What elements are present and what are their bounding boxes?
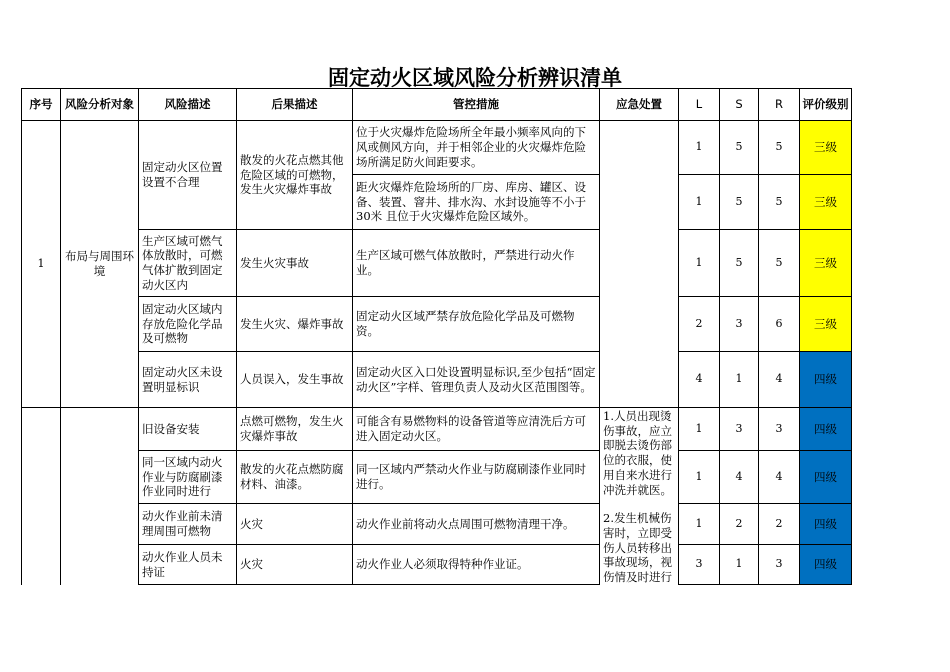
risk-description: 旧设备安装 bbox=[139, 408, 237, 451]
emergency-response bbox=[600, 408, 679, 615]
header-risk: 风险描述 bbox=[139, 89, 237, 121]
header-level: 评价级别 bbox=[800, 89, 852, 121]
r-value: 2 bbox=[759, 504, 800, 545]
l-value: 1 bbox=[679, 230, 720, 297]
table-row bbox=[22, 230, 852, 297]
control-measure: 位于火灾爆炸危险场所全年最小频率风向的下风或侧风方向，并于相邻企业的火灾爆炸危险场所满足防火间距要求。 bbox=[353, 121, 600, 175]
l-value: 1 bbox=[679, 121, 720, 175]
header-consequence: 后果描述 bbox=[237, 89, 353, 121]
risk-object bbox=[61, 408, 139, 615]
table-row bbox=[22, 121, 852, 175]
s-value: 3 bbox=[720, 297, 759, 352]
level-badge: 四级 bbox=[800, 504, 852, 545]
r-value: 4 bbox=[759, 352, 800, 408]
header-s: S bbox=[720, 89, 759, 121]
risk-description: 固定动火区位置设置不合理 bbox=[139, 121, 237, 230]
l-value: 2 bbox=[679, 297, 720, 352]
risk-object: 布局与周围环境 bbox=[61, 121, 139, 408]
s-value: 1 bbox=[720, 352, 759, 408]
header-row bbox=[22, 89, 852, 121]
level-badge: 四级 bbox=[800, 408, 852, 451]
r-value: 5 bbox=[759, 121, 800, 175]
s-value: 5 bbox=[720, 175, 759, 230]
level-badge: 三级 bbox=[800, 121, 852, 175]
header-measures: 管控措施 bbox=[353, 89, 600, 121]
consequence-description: 发生火灾、爆炸事故 bbox=[237, 297, 353, 352]
risk-table bbox=[21, 88, 852, 615]
control-measure: 同一区域内严禁动火作业与防腐刷漆作业同时进行。 bbox=[353, 451, 600, 504]
s-value: 5 bbox=[720, 230, 759, 297]
control-measure: 固定动火区入口处设置明显标识,至少包括“固定动火区”字样、管理负责人及动火区范围图等。 bbox=[353, 352, 600, 408]
r-value: 4 bbox=[759, 451, 800, 504]
level-badge: 四级 bbox=[800, 545, 852, 585]
risk-description: 固定动火区未设置明显标识 bbox=[139, 352, 237, 408]
table-row bbox=[22, 408, 852, 451]
control-measure: 动火作业前将动火点周围可燃物清理干净。 bbox=[353, 504, 600, 545]
emergency-cell bbox=[600, 121, 679, 408]
control-measure: 可能含有易燃物料的设备管道等应清洗后方可进入固定动火区。 bbox=[353, 408, 600, 451]
s-value: 4 bbox=[720, 451, 759, 504]
level-badge: 三级 bbox=[800, 230, 852, 297]
risk-description: 同一区域内动火作业与防腐刷漆作业同时进行 bbox=[139, 451, 237, 504]
row-number bbox=[22, 408, 61, 615]
level-badge: 四级 bbox=[800, 451, 852, 504]
risk-description: 动火作业前未清理周围可燃物 bbox=[139, 504, 237, 545]
level-badge: 三级 bbox=[800, 175, 852, 230]
level-badge: 三级 bbox=[800, 297, 852, 352]
l-value: 1 bbox=[679, 504, 720, 545]
table-row bbox=[22, 545, 852, 585]
r-value: 5 bbox=[759, 175, 800, 230]
header-r: R bbox=[759, 89, 800, 121]
r-value: 3 bbox=[759, 545, 800, 585]
consequence-description: 火灾 bbox=[237, 545, 353, 585]
consequence-description: 散发的火花点燃防腐材料、油漆。 bbox=[237, 451, 353, 504]
control-measure: 动火作业人必须取得特种作业证。 bbox=[353, 545, 600, 585]
page-cutoff bbox=[0, 585, 950, 672]
r-value: 3 bbox=[759, 408, 800, 451]
s-value: 5 bbox=[720, 121, 759, 175]
control-measure: 距火灾爆炸危险场所的厂房、库房、罐区、设备、装置、窨井、排水沟、水封设施等不小于30米 且位于火灾爆炸危险区域外。 bbox=[353, 175, 600, 230]
r-value: 5 bbox=[759, 230, 800, 297]
table-row bbox=[22, 504, 852, 545]
risk-description: 固定动火区域内存放危险化学品及可燃物 bbox=[139, 297, 237, 352]
header-no: 序号 bbox=[22, 89, 61, 121]
header-l: L bbox=[679, 89, 720, 121]
table-row bbox=[22, 352, 852, 408]
consequence-description: 人员误入，发生事故 bbox=[237, 352, 353, 408]
s-value: 3 bbox=[720, 408, 759, 451]
header-object: 风险分析对象 bbox=[61, 89, 139, 121]
l-value: 1 bbox=[679, 175, 720, 230]
level-badge: 四级 bbox=[800, 352, 852, 408]
emergency-step-2: 2.发生机械伤害时，立即受伤人员转移出事故现场，视伤情及时进行 bbox=[603, 511, 672, 585]
page-title: 固定动火区域风险分析辨识清单 bbox=[328, 66, 622, 90]
consequence-description: 点燃可燃物，发生火灾爆炸事故 bbox=[237, 408, 353, 451]
emergency-step-1: 1.人员出现烫伤事故，应立即脱去烫伤部位的衣服，使用自来水进行冲洗并就医。 bbox=[603, 409, 672, 497]
risk-description: 生产区域可燃气体放散时，可燃气体扩散到固定动火区内 bbox=[139, 230, 237, 297]
consequence-description: 发生火灾事故 bbox=[237, 230, 353, 297]
l-value: 1 bbox=[679, 451, 720, 504]
consequence-description: 火灾 bbox=[237, 504, 353, 545]
l-value: 4 bbox=[679, 352, 720, 408]
s-value: 2 bbox=[720, 504, 759, 545]
table-row bbox=[22, 451, 852, 504]
risk-description: 动火作业人员未持证 bbox=[139, 545, 237, 585]
r-value: 6 bbox=[759, 297, 800, 352]
header-emergency: 应急处置 bbox=[600, 89, 679, 121]
row-number: 1 bbox=[22, 121, 61, 408]
l-value: 3 bbox=[679, 545, 720, 585]
table-row bbox=[22, 297, 852, 352]
consequence-description: 散发的火花点燃其他危险区域的可燃物，发生火灾爆炸事故 bbox=[237, 121, 353, 230]
control-measure: 生产区域可燃气体放散时，严禁进行动火作业。 bbox=[353, 230, 600, 297]
control-measure: 固定动火区域严禁存放危险化学品及可燃物资。 bbox=[353, 297, 600, 352]
s-value: 1 bbox=[720, 545, 759, 585]
l-value: 1 bbox=[679, 408, 720, 451]
